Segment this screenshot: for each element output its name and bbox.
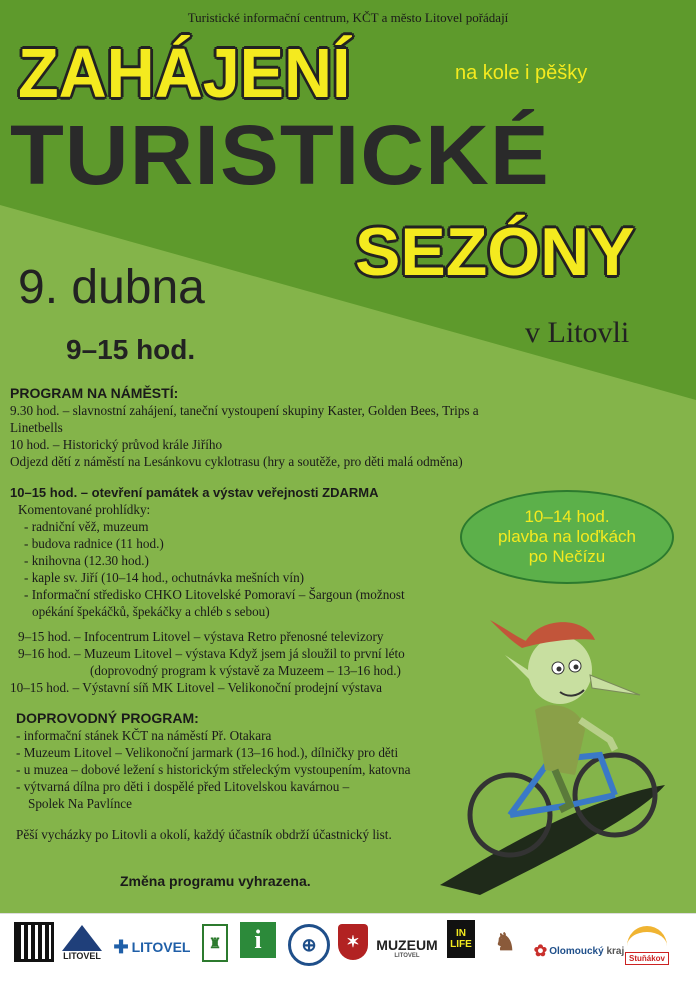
event-place: v Litovli: [525, 316, 630, 349]
walks-note: Pěší vycházky po Litovli a okolí, každý účastník obdrží účastnický list.: [16, 827, 392, 842]
kraj-label: kraj: [606, 945, 625, 957]
kct-logo: ⊕: [288, 924, 330, 966]
tours-label: Komentované prohlídky:: [18, 502, 151, 517]
title-line-3: SEZÓNY: [355, 214, 635, 290]
boat-time: 10–14 hod.: [524, 507, 610, 526]
accompanying-item: - u muzea – dobové ležení s historickým střeleckým vystoupením, katovna: [16, 762, 411, 777]
stunakov-label: Stuňákov: [625, 952, 669, 965]
accompanying-item: - informační stánek KČT na náměstí Př. Otakara: [16, 728, 272, 743]
boat-activity: plavba na loďkách: [497, 527, 637, 546]
organizer-line: Turistické informační centrum, KČT a město Litovel pořádají: [187, 10, 509, 25]
program: [10, 385, 490, 843]
accompanying-item: - výtvarná dílna pro děti i dospělé před Litovelskou kavárnou –: [16, 779, 350, 794]
exhibition-item: 9–16 hod. – Muzeum Litovel – výstava Když jsem já sloužil to první léto: [18, 646, 405, 661]
tour-item: - budova radnice (11 hod.): [24, 536, 164, 551]
castle-logo: ♜: [202, 924, 228, 962]
inlife-label: IN LIFE: [450, 928, 472, 950]
litovel-city-logo: [112, 936, 192, 958]
event-date: 9. dubna: [18, 261, 205, 314]
stunakov-logo: [612, 920, 682, 970]
elf-cyclist-illustration: [440, 600, 670, 900]
event-hours: 9–15 hod.: [66, 334, 196, 365]
litovel-label: LITOVEL: [63, 951, 101, 961]
litovel-logo: [60, 920, 104, 966]
title-line-1: ZAHÁJENÍ: [18, 34, 351, 112]
exhibition-item: (doprovodný program k výstavě za Muzeem – 13–16 hod.): [90, 663, 401, 678]
accompanying-heading: DOPROVODNÝ PROGRAM:: [16, 710, 199, 726]
tour-item: - radniční věž, muzeum: [24, 519, 149, 534]
monuments-heading: 10–15 hod. – otevření památek a výstav veřejnosti ZDARMA: [10, 485, 379, 500]
brewery-logo: ♞: [494, 928, 516, 956]
square-heading: PROGRAM NA NÁMĚSTÍ:: [10, 385, 179, 401]
muzeum-sublabel: LITOVEL: [394, 953, 420, 959]
exhibition-item: 10–15 hod. – Výstavní síň MK Litovel – Velikonoční prodejní výstava: [10, 680, 383, 695]
tour-item: opékání špekáčků, špekáčky a chléb s sebou): [32, 604, 270, 619]
shield-logo: ✶: [338, 924, 368, 960]
sponsor-logos: [0, 913, 696, 1000]
title-line-2: TURISTICKÉ: [10, 108, 550, 202]
flower-icon: ✿: [533, 943, 548, 960]
subtitle: na kole i pěšky: [455, 62, 588, 84]
litovel-city-label: LITOVEL: [131, 939, 191, 955]
info-logo: i: [240, 922, 276, 958]
exhibition-item: 9–15 hod. – Infocentrum Litovel – výstava Retro přenosné televizory: [18, 629, 384, 644]
muzeum-logo: [378, 934, 436, 962]
olomoucky-kraj-logo: [535, 936, 623, 966]
plus-icon: ✚: [113, 936, 129, 957]
mountain-icon: [62, 925, 102, 951]
accompanying-item: Spolek Na Pavlínce: [28, 796, 133, 811]
square-item: Odjezd dětí z náměstí na Lesánkovu cyklotrasu (hry a soutěže, pro děti malá odměna): [10, 454, 463, 469]
olomoucky-label: Olomoucký: [549, 945, 604, 957]
change-note: Změna programu vyhrazena.: [120, 873, 311, 889]
tour-item: - knihovna (12.30 hod.): [24, 553, 149, 568]
tour-item: - kaple sv. Jiří (10–14 hod., ochutnávka mešních vín): [24, 570, 305, 585]
muzeum-label: MUZEUM: [376, 937, 438, 953]
arc-icon: [627, 926, 667, 952]
boat-place: po Nečízu: [528, 547, 606, 566]
qr-code: [14, 922, 54, 962]
square-item: 10 hod. – Historický průvod krále Jiřího: [10, 437, 223, 452]
tour-item: - Informační středisko CHKO Litovelské Pomoraví – Šargoun (možnost: [24, 587, 405, 602]
accompanying-item: - Muzeum Litovel – Velikonoční jarmark (13–16 hod.), dílničky pro děti: [16, 745, 399, 760]
inlife-logo: [447, 920, 475, 958]
square-item: 9.30 hod. – slavnostní zahájení, taneční vystoupení skupiny Kaster, Golden Bees, Trips a Linetbells: [10, 403, 479, 435]
boat-bubble: [460, 490, 674, 584]
